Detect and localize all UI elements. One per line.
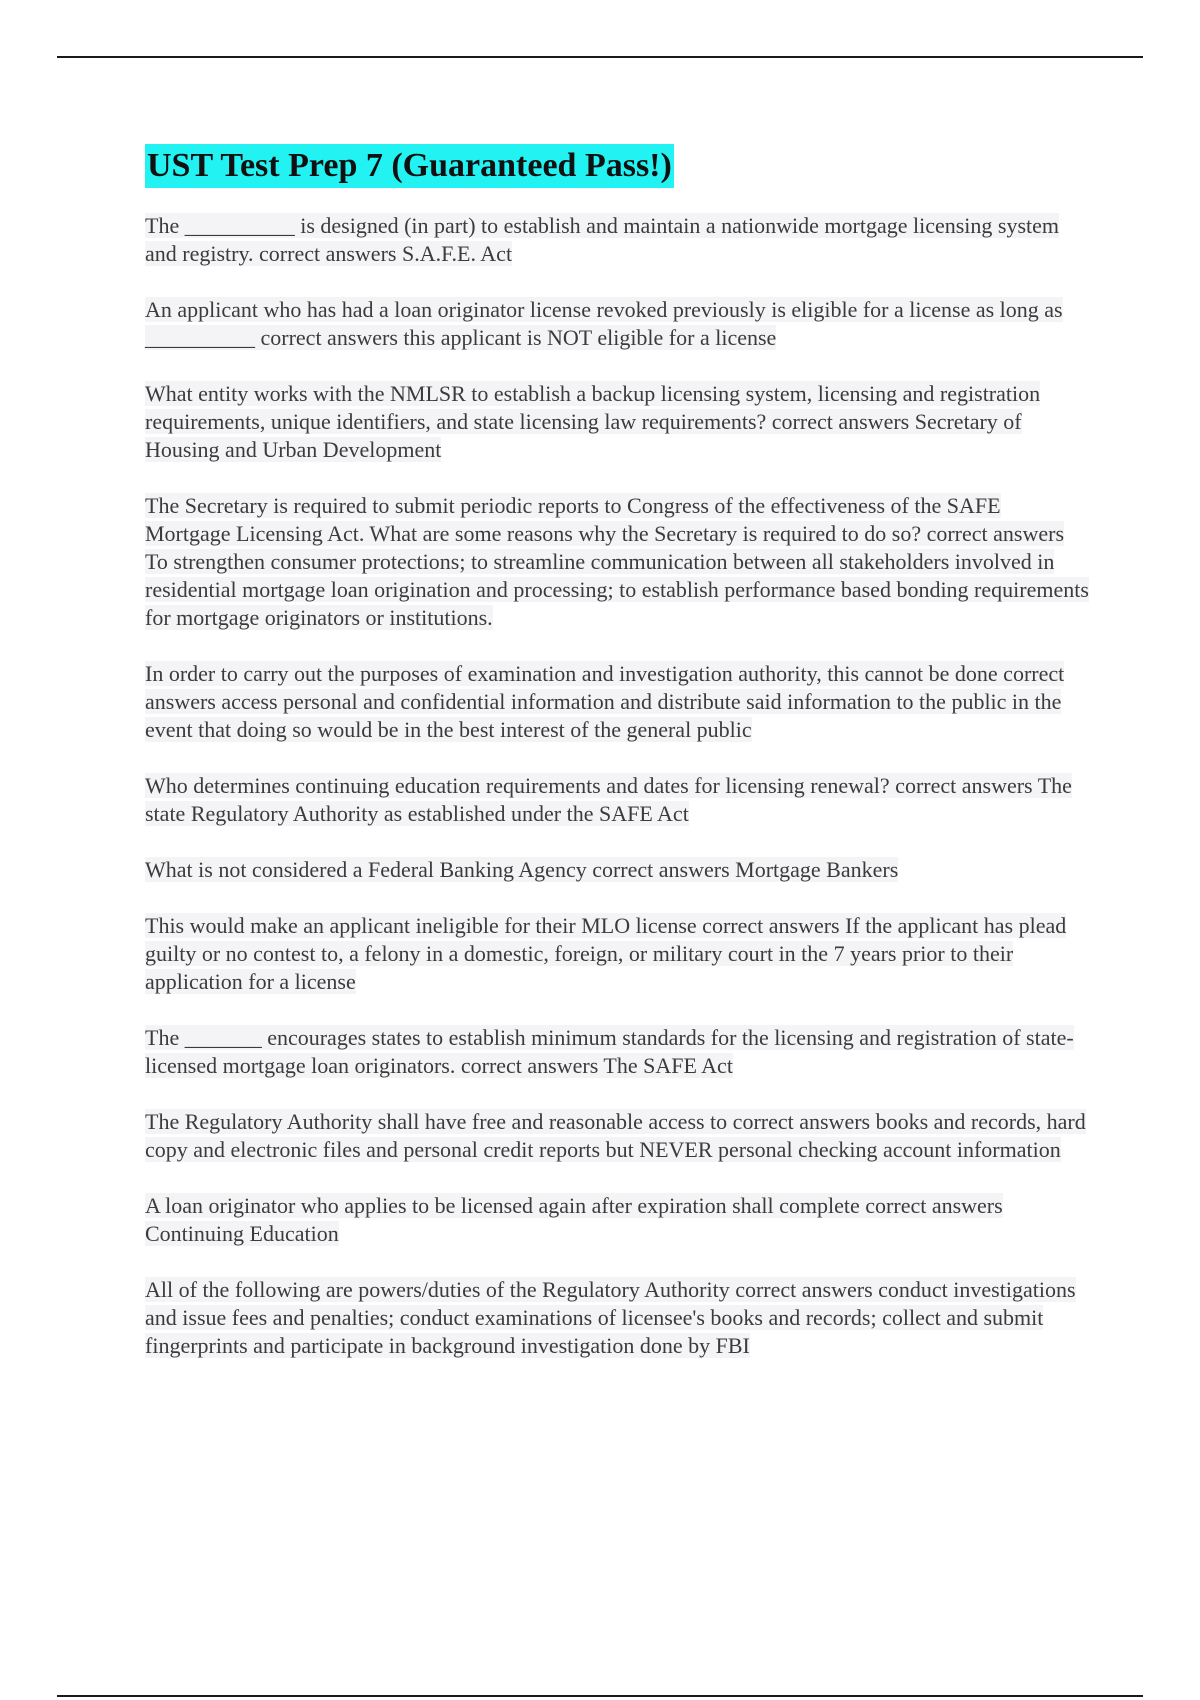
qa-item-7	[145, 856, 1090, 884]
qa-item-4	[145, 492, 1090, 632]
qa-item-text: The Secretary is required to submit periodic reports to Congress of the effectiveness of the SAFE Mortgage Licensing Act. What are some reasons why the Secretary is required to do so? correct answers To strengthen consumer protections; to streamline communication between all stakeholders involved in residential mortgage loan origination and processing; to establish performance based bonding requirements for mortgage originators or institutions.	[145, 493, 1089, 630]
qa-item-2	[145, 296, 1090, 352]
qa-item-text: A loan originator who applies to be licensed again after expiration shall complete correct answers Continuing Education	[145, 1193, 1003, 1246]
qa-item-3	[145, 380, 1090, 464]
qa-item-text: The _______ encourages states to establish minimum standards for the licensing and registration of state-licensed mortgage loan originators. correct answers The SAFE Act	[145, 1025, 1074, 1078]
qa-item-1	[145, 212, 1090, 268]
qa-item-text: The __________ is designed (in part) to establish and maintain a nationwide mortgage licensing system and registry. correct answers S.A.F.E. Act	[145, 213, 1060, 266]
qa-item-6	[145, 772, 1090, 828]
qa-item-text: All of the following are powers/duties of the Regulatory Authority correct answers conduct investigations and issue fees and penalties; conduct examinations of licensee's books and records; collect and submit fingerprints and participate in background investigation done by FBI	[145, 1277, 1076, 1358]
qa-item-text: The Regulatory Authority shall have free and reasonable access to correct answers books and records, hard copy and electronic files and personal credit reports but NEVER personal checking account information	[145, 1109, 1086, 1162]
qa-item-text: This would make an applicant ineligible for their MLO license correct answers If the applicant has plead guilty or no contest to, a felony in a domestic, foreign, or military court in the 7 years prior to their application for a license	[145, 913, 1067, 994]
document-title: UST Test Prep 7 (Guaranteed Pass!)	[145, 144, 674, 188]
document-body	[145, 144, 1090, 1388]
qa-item-11	[145, 1192, 1090, 1248]
qa-item-text: In order to carry out the purposes of examination and investigation authority, this cannot be done correct answers access personal and confidential information and distribute said information to the public in the event that doing so would be in the best interest of the general public	[145, 661, 1065, 742]
qa-item-10	[145, 1108, 1090, 1164]
qa-item-5	[145, 660, 1090, 744]
qa-item-text: What entity works with the NMLSR to establish a backup licensing system, licensing and registration requirements, unique identifiers, and state licensing law requirements? correct answers Secretary of Housing and Urban Development	[145, 381, 1041, 462]
qa-item-text: What is not considered a Federal Banking Agency correct answers Mortgage Bankers	[145, 857, 899, 882]
qa-item-12	[145, 1276, 1090, 1360]
qa-item-8	[145, 912, 1090, 996]
qa-list	[145, 212, 1090, 1360]
top-rule	[57, 56, 1143, 58]
qa-item-9	[145, 1024, 1090, 1080]
bottom-rule	[57, 1695, 1143, 1697]
qa-item-text: An applicant who has had a loan originator license revoked previously is eligible for a license as long as __________ correct answers this applicant is NOT eligible for a license	[145, 297, 1063, 350]
qa-item-text: Who determines continuing education requirements and dates for licensing renewal? correct answers The state Regulatory Authority as established under the SAFE Act	[145, 773, 1072, 826]
